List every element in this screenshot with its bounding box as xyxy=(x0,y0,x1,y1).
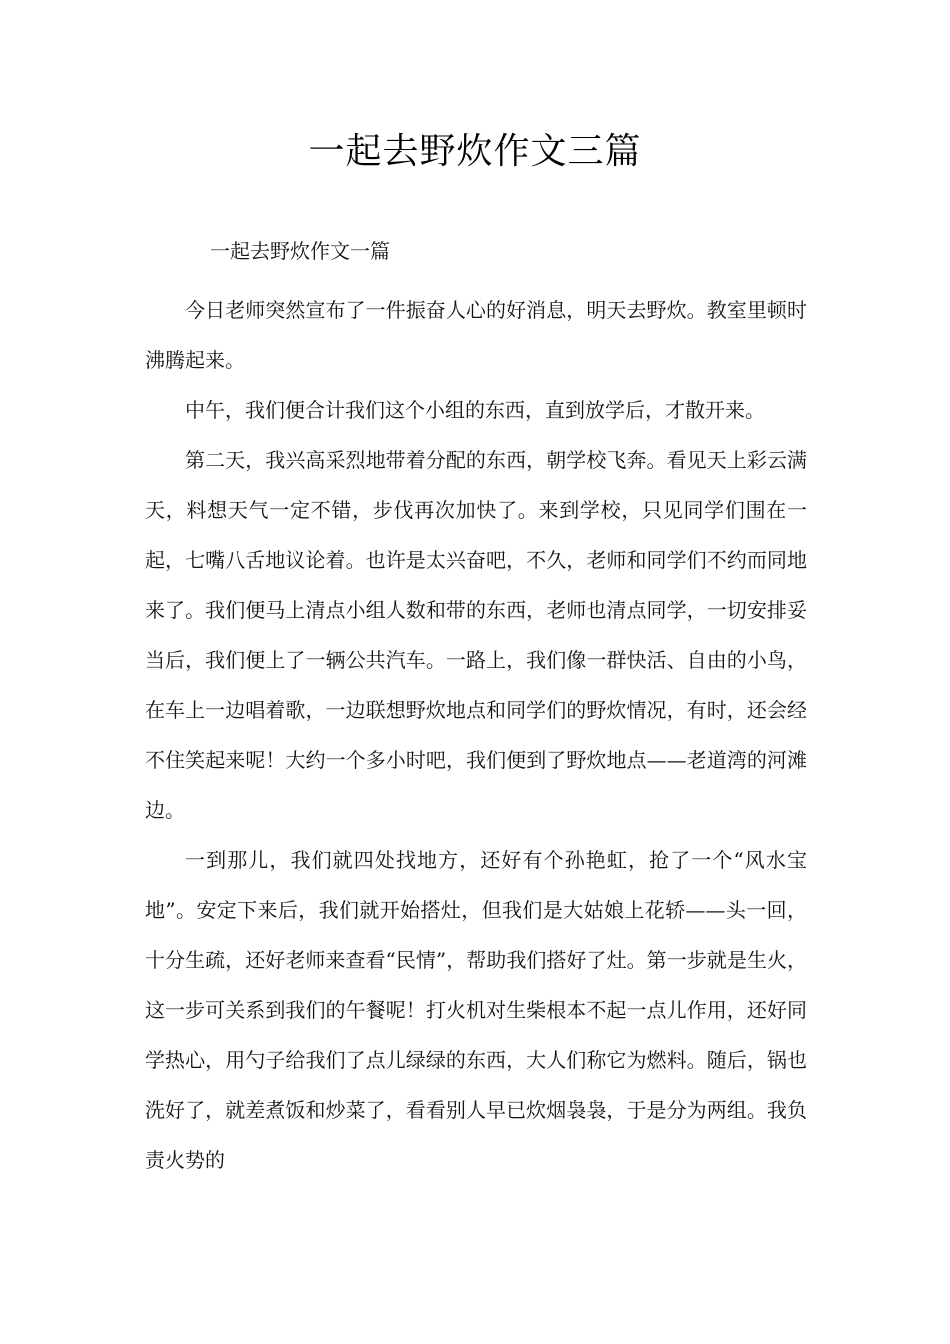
paragraph: 第二天，我兴高采烈地带着分配的东西，朝学校飞奔。看见天上彩云满天，料想天气一定不错，步伐再次加快了。来到学校，只见同学们围在一起，七嘴八舌地议论着。也许是太兴奋吧，不久，老师和同学们不约而同地来了。我们便马上清点小组人数和带的东西，老师也清点同学，一切安排妥当后，我们便上了一辆公共汽车。一路上，我们像一群快活、自由的小鸟，在车上一边唱着歌，一边联想野炊地点和同学们的野炊情况，有时，还会经不住笑起来呢！大约一个多小时吧，我们便到了野炊地点——老道湾的河滩边。 xyxy=(145,448,807,822)
paragraph: 一到那儿，我们就四处找地方，还好有个孙艳虹，抢了一个“风水宝地”。安定下来后，我们就开始搭灶，但我们是大姑娘上花轿——头一回，十分生疏，还好老师来查看“民情”，帮助我们搭好了灶。第一步就是生火，这一步可关系到我们的午餐呢！打火机对生柴根本不起一点儿作用，还好同学热心，用勺子给我们了点儿绿绿的东西，大人们称它为燃料。随后，锅也洗好了，就差煮饭和炒菜了，看看别人早已炊烟袅袅，于是分为两组。我负责火势的 xyxy=(145,848,807,1172)
paragraph: 中午，我们便合计我们这个小组的东西，直到放学后，才散开来。 xyxy=(185,398,765,422)
document-title: 一起去野炊作文三篇 xyxy=(308,131,642,172)
section-heading: 一起去野炊作文一篇 xyxy=(210,239,390,263)
document-body xyxy=(145,285,807,1185)
paragraph: 今日老师突然宣布了一件振奋人心的好消息，明天去野炊。教室里顿时沸腾起来。 xyxy=(145,298,807,372)
